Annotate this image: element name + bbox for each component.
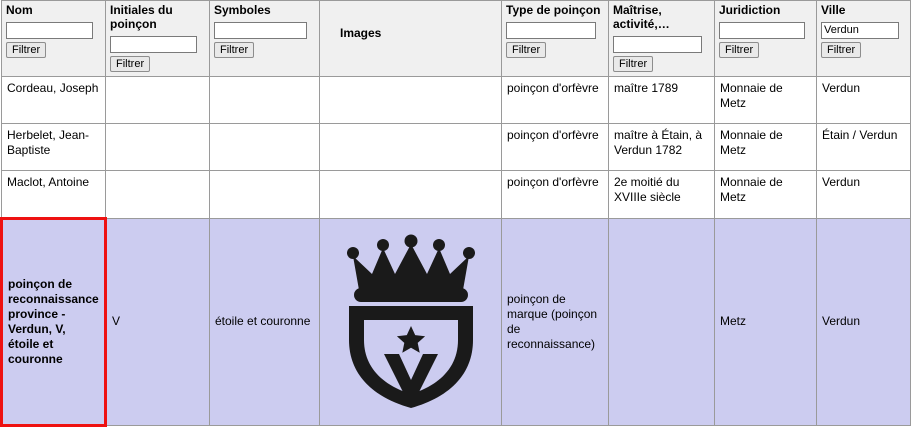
cell-type: poinçon de marque (poinçon de reconnaissance) (502, 218, 609, 425)
cell-maitrise: maître 1789 (609, 76, 715, 123)
filter-button-type[interactable]: Filtrer (506, 42, 546, 58)
column-header-type (502, 1, 609, 77)
column-label-juridiction: Juridiction (719, 3, 781, 17)
column-header-images (320, 1, 502, 77)
cell-nom: Herbelet, Jean-Baptiste (2, 123, 106, 170)
column-label-initiales: Initiales du poinçon (110, 3, 173, 31)
cell-maitrise: 2e moitié du XVIIIe siècle (609, 170, 715, 218)
cell-ville: Verdun (817, 218, 911, 425)
cell-symboles (210, 170, 320, 218)
column-header-maitrise (609, 1, 715, 77)
column-label-images: Images (340, 26, 382, 40)
cell-nom: Maclot, Antoine (2, 170, 106, 218)
cell-juridiction: Monnaie de Metz (715, 170, 817, 218)
cell-maitrise (609, 218, 715, 425)
table-row[interactable] (2, 123, 911, 170)
cell-images (320, 170, 502, 218)
filter-button-ville[interactable]: Filtrer (821, 42, 861, 58)
column-label-ville: Ville (821, 3, 846, 17)
cell-symboles (210, 123, 320, 170)
cell-images[interactable] (320, 218, 502, 425)
cell-initiales (106, 76, 210, 123)
cell-ville: Verdun (817, 76, 911, 123)
cell-initiales (106, 170, 210, 218)
cell-type: poinçon d'orfèvre (502, 123, 609, 170)
column-header-ville (817, 1, 911, 77)
filter-button-symboles[interactable]: Filtrer (214, 42, 254, 58)
table-row-selected[interactable] (2, 218, 911, 425)
cell-images (320, 123, 502, 170)
filter-input-type[interactable] (506, 22, 596, 39)
cell-images (320, 76, 502, 123)
filter-input-symboles[interactable] (214, 22, 307, 39)
filter-input-nom[interactable] (6, 22, 93, 39)
column-header-nom (2, 1, 106, 77)
cell-initiales: V (106, 218, 210, 425)
cell-ville: Étain / Verdun (817, 123, 911, 170)
filter-input-juridiction[interactable] (719, 22, 805, 39)
column-label-symboles: Symboles (214, 3, 271, 17)
table-row[interactable] (2, 76, 911, 123)
column-label-type: Type de poinçon (506, 3, 601, 17)
cell-nom: Cordeau, Joseph (2, 76, 106, 123)
filter-button-juridiction[interactable]: Filtrer (719, 42, 759, 58)
cell-maitrise: maître à Étain, à Verdun 1782 (609, 123, 715, 170)
filter-button-maitrise[interactable]: Filtrer (613, 56, 653, 72)
cell-initiales (106, 123, 210, 170)
cell-type: poinçon d'orfèvre (502, 170, 609, 218)
cell-juridiction: Monnaie de Metz (715, 123, 817, 170)
column-label-maitrise: Maîtrise, activité,… (613, 3, 670, 31)
cell-symboles (210, 76, 320, 123)
column-header-symboles (210, 1, 320, 77)
cell-juridiction: Monnaie de Metz (715, 76, 817, 123)
cell-type: poinçon d'orfèvre (502, 76, 609, 123)
column-header-juridiction (715, 1, 817, 77)
filter-button-nom[interactable]: Filtrer (6, 42, 46, 58)
table-header-row (2, 1, 911, 77)
cell-symboles: étoile et couronne (210, 218, 320, 425)
cell-juridiction: Metz (715, 218, 817, 425)
column-header-initiales (106, 1, 210, 77)
filter-button-initiales[interactable]: Filtrer (110, 56, 150, 72)
crowned-shield-v-punch-mark-icon (331, 230, 491, 414)
filter-input-maitrise[interactable] (613, 36, 702, 53)
column-label-nom: Nom (6, 3, 33, 17)
table-row[interactable] (2, 170, 911, 218)
filter-input-initiales[interactable] (110, 36, 197, 53)
filter-input-ville[interactable] (821, 22, 899, 39)
cell-nom-highlighted: poinçon de reconnaissance province - Verdun, V, étoile et couronne (2, 218, 106, 425)
cell-ville: Verdun (817, 170, 911, 218)
